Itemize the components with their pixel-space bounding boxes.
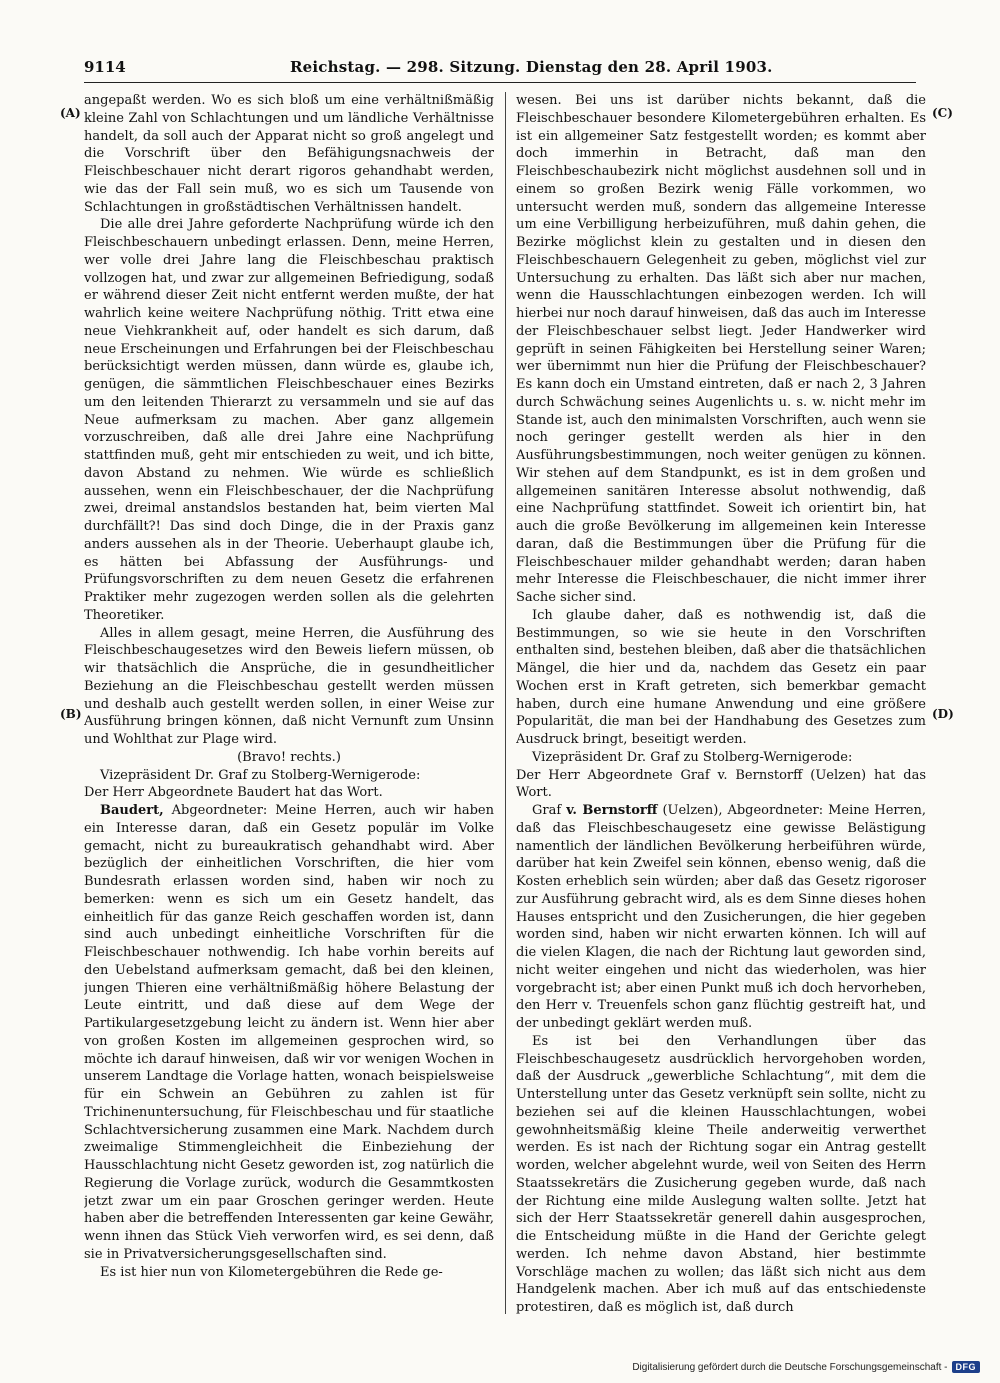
margin-mark-c: (C) — [932, 106, 953, 120]
margin-mark-a: (A) — [60, 106, 81, 120]
right-paragraph-1: wesen. Bei uns ist darüber nichts bekannt, daß die Fleischbeschauer besondere Kilometergebühren erhalten. Es ist ein allgemeiner Satz festgestellt worden; es kommt aber doch immerhin in Betracht, daß man den Fleischbeschaubezirk nicht möglichst ausdehnen soll und in einem so großen Bezirk wenig Fälle vorkommen, wo untersucht werden muß, sondern das allgemeine Interesse um eine Verbilligung herbeizuführen, muß dahin gehen, die Bezirke möglichst klein zu gestalten und in diesen den Fleischbeschauern Gelegenheit zu geben, möglichst viel zur Untersuchung zu erhalten. Das läßt sich aber nur machen, wenn die Hausschlachtungen einbezogen werden. Ich will hierbei nur noch darauf hinweisen, daß das auch im Interesse der Fleischbeschauer selbst liegt. Jeder Handwerker wird geprüft in seinen Fähigkeiten bei Herstellung seiner Waren; wer übernimmt nun hier die Prüfung der Fleischbeschauer? Es kann doch ein Umstand eintreten, daß er nach 2, 3 Jahren durch Schwächung seines Augenlichts u. s. w. nicht mehr im Stande ist, auch den minimalsten Vorschriften, auch wenn sie noch geringer gestellt werden als hier in den Ausführungsbestimmungen, noch weiter genügen zu können. Wir stehen auf dem Standpunkt, es ist in dem großen und allgemeinen sanitären Interesse absolut nothwendig, daß eine Nachprüfung stattfindet. Soweit ich orientirt bin, hat auch die große Bevölkerung im allgemeinen kein Interesse daran, daß die Bestimmungen über die Prüfung für die Fleischbeschauer milder gehandhabt werden; daran haben mehr Interesse die Fleischbeschauer, die nicht immer ihrer Sache sicher sind. — [516, 93, 926, 605]
speaker-prefix: Graf — [532, 803, 562, 818]
footer-credit: Digitalisierung gefördert durch die Deutsche Forschungsgemeinschaft - — [632, 1361, 948, 1373]
vice-president-remark-2: Der Herr Abgeordnete Graf v. Bernstorff (Uelzen) hat das Wort. — [516, 767, 926, 801]
left-column — [84, 92, 494, 1314]
right-paragraph-2: Ich glaube daher, daß es nothwendig ist, daß die Bestimmungen, so wie sie heute in den Vorschriften enthalten sind, bestehen bleiben, daß aber die thatsächlichen Mängel, die hier und da, nachdem das Gesetz ein paar Wochen erst in Kraft getreten, sich bemerkbar gemacht haben, durch eine humane Anwendung und eine größere Popularität, die man bei der Handhabung des Gesetzes zum Ausdruck bringt, beseitigt werden. — [516, 607, 926, 747]
margin-mark-b: (B) — [60, 707, 82, 721]
speech-text-2: (Uelzen), Abgeordneter: Meine Herren, daß das Fleischbeschaugesetz eine gewisse Belästigung namentlich der ländlichen Bevölkerung herbeiführen würde, darüber hat kein Zweifel sein können, ebenso wenig, daß die Kosten erheblich sein würden; aber daß das Gesetz rigoroser zur Ausführung gebracht wird, als es dem Sinne dieses hohen Hauses entspricht und den Zusicherungen, die hier gegeben worden sind, haben wir nicht erwarten können. Ich will auf die vielen Klagen, die nach der Richtung laut geworden sind, nicht weiter eingehen und nicht das wiederholen, was hier vorgebracht ist; aber einen Punkt muß ich doch hervorheben, den Herr v. Treuenfels schon ganz flüchtig gestreift hat, und der unbedingt geklärt werden muß. — [516, 803, 926, 1031]
speech-text: Abgeordneter: Meine Herren, auch wir haben ein Interesse daran, daß ein Gesetz populär im Volke gemacht, nicht zu bureaukratisch gehandhabt wird. Aber bezüglich der einheitlichen Vorschriften, die hier vom Bundesrath erlassen worden sind, haben wir noch zu bemerken: wenn es sich um ein Gesetz handelt, das einheitlich für das ganze Reich geschaffen worden ist, dann sind auch unbedingt einheitliche Vorschriften für die Fleischbeschauer nothwendig. Ich habe vorhin bereits auf den Uebelstand aufmerksam gemacht, daß bei den kleinen, jungen Thieren eine verhältnißmäßig höhere Belastung der Leute eintritt, und daß diese auf dem Wege der Partikulargesetzgebung leicht zu ändern ist. Wenn hier aber von großen Kosten im allgemeinen gesprochen wird, so möchte ich darauf hinweisen, daß wir vor wenigen Wochen in unserem Landtage die Vorlage hatten, wonach beispielsweise für ein Schwein an Gebühren zu zahlen ist für Trichinenuntersuchung, für Fleischbeschau und für staatliche Schlachtversicherung zusammen eine Mark. Nachdem durch zweimalige Stimmengleichheit die Einbeziehung der Hausschlachtung nicht Gesetz geworden ist, zog natürlich die Regierung die Vorlage zurück, wodurch die Gesammtkosten jetzt zwar um ein paar Groschen geringer werden. Heute haben aber die betreffenden Interessenten gar keine Gewähr, wenn ihnen das Stück Vieh verworfen wird, es sei denn, daß sie in Privatversicherungsgesellschaften sind. — [84, 803, 494, 1262]
speaker-name: Baudert, — [100, 803, 164, 818]
left-paragraph-last: Es ist hier nun von Kilometergebühren die Rede ge- — [100, 1264, 443, 1280]
digitization-footer — [632, 1361, 980, 1373]
column-divider — [505, 92, 506, 1314]
page-number: 9114 — [84, 58, 126, 76]
vice-president-remark: Der Herr Abgeordnete Baudert hat das Wort. — [84, 785, 383, 801]
margin-mark-d: (D) — [932, 707, 954, 721]
right-paragraph-4: Es ist bei den Verhandlungen über das Fleischbeschaugesetz ausdrücklich hervorgehoben worden, daß der Ausdruck „gewerbliche Schlachtung“, mit dem die Unterstellung unter das Gesetz verknüpft sein sollte, nicht zu beziehen sei auf die kleinen Hausschlachtungen, wobei gewohnheitsmäßig kleine Theile anderweitig verwerthet werden. Es ist nach der Richtung sogar ein Antrag gestellt worden, welcher abgelehnt wurde, weil von Seiten des Herrn Staatssekretärs die Zusicherung gegeben wurde, daß nach der Richtung eine milde Auslegung walten sollte. Jetzt hat sich der Herr Staatssekretär generell dahin ausgesprochen, die Entscheidung müßte in die Hand der Gerichte gelegt werden. Ich nehme davon Abstand, hier bestimmte Vorschläge machen zu wollen; das läßt sich nicht aus dem Handgelenk machen. Aber ich muß auf das entschiedenste protestiren, daß es möglich ist, daß durch — [516, 1033, 926, 1314]
dfg-logo: DFG — [952, 1361, 981, 1373]
applause-note: (Bravo! rechts.) — [237, 749, 341, 765]
speaker-name-2: v. Bernstorff — [566, 803, 658, 818]
vice-president-name: Vizepräsident Dr. Graf zu Stolberg-Wernigerode: — [100, 767, 421, 783]
right-column — [516, 92, 926, 1314]
left-paragraph-1: angepaßt werden. Wo es sich bloß um eine verhältnißmäßig kleine Zahl von Schlachtungen und um ländliche Verhältnisse handelt, da soll auch der Apparat nicht so groß angelegt und die Vorschrift über den Befähigungsnachweis der Fleischbeschauer nicht derart rigoros gehandhabt werden, wie das der Fall sein muß, wo es sich um Tausende von Schlachtungen in großstädtischen Verhältnissen handelt. — [84, 93, 494, 215]
running-head: Reichstag. — 298. Sitzung. Dienstag den 28. April 1903. — [290, 58, 773, 76]
vice-president-name-2: Vizepräsident Dr. Graf zu Stolberg-Wernigerode: — [532, 749, 853, 765]
left-speech-paragraph — [84, 802, 494, 1264]
left-paragraph-3: Alles in allem gesagt, meine Herren, die Ausführung des Fleischbeschaugesetzes wird den Beweis liefern müssen, ob wir thatsächlich die Ansprüche, die in gesundheitlicher Beziehung an die Fleischbeschau gestellt werden müssen und deshalb auch gestellt werden sollen, in einer Weise zur Ausführung bringen können, daß nicht Vernunft zum Unsinn und Wohlthat zur Plage wird. — [84, 625, 494, 747]
header-rule — [84, 82, 916, 83]
left-paragraph-2: Die alle drei Jahre geforderte Nachprüfung würde ich den Fleischbeschauern unbedingt erlassen. Denn, meine Herren, wer volle drei Jahre lang die Fleischbeschau praktisch vollzogen hat, und zwar zur allgemeinen Befriedigung, sodaß er während dieser Zeit nicht entfernt werden mußte, der hat wahrlich keine weitere Nachprüfung nöthig. Tritt etwa eine neue Viehkrankheit auf, oder handelt es sich darum, daß neue Erscheinungen und Erfahrungen bei der Fleischbeschau berücksichtigt werden müssen, dann würde es, glaube ich, genügen, die sämmtlichen Fleischbeschauer eines Bezirks um den leitenden Thierarzt zu versammeln und sie auf das Neue aufmerksam zu machen. Aber ganz allgemein vorzuschreiben, daß alle drei Jahre eine Nachprüfung stattfinden muß, geht mir entschieden zu weit, und ich bitte, davon Abstand zu nehmen. Wie würde es schließlich aussehen, wenn ein Fleischbeschauer, der die Nachprüfung zwei, dreimal anstandslos bestanden hat, beim vierten Mal durchfällt?! Das sind doch Dinge, die in der Praxis ganz anders aussehen als in der Theorie. Ueberhaupt glaube ich, es hätten bei Abfassung der Ausführungs- und Prüfungsvorschriften zu dem neuen Gesetz die erfahrenen Praktiker mehr zugezogen werden sollen als die gelehrten Theoretiker. — [84, 217, 494, 623]
right-speech-paragraph — [516, 802, 926, 1033]
